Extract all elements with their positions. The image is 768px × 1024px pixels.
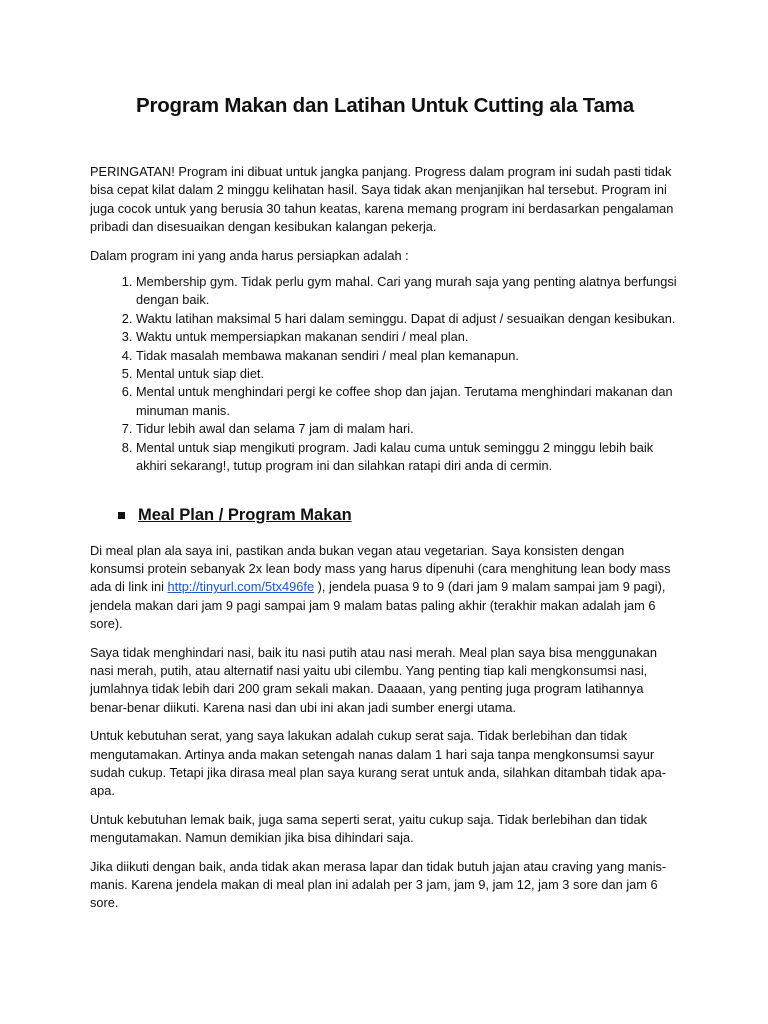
- list-item: 7. Tidur lebih awal dan selama 7 jam di malam hari.: [136, 420, 680, 438]
- list-item: 8. Mental untuk siap mengikuti program. Jadi kalau cuma untuk seminggu 2 minggu lebih baik akhiri sekarang!, tutup program ini dan silahkan ratapi diri anda di cermin.: [136, 439, 680, 476]
- section-title: Meal Plan / Program Makan: [138, 505, 352, 524]
- prep-list: [90, 273, 680, 475]
- meal-plan-paragraph-2: Saya tidak menghindari nasi, baik itu nasi putih atau nasi merah. Meal plan saya bisa menggunakan nasi merah, putih, atau alternatif nasi yaitu ubi cilembu. Yang penting tiap kali mengkonsumsi nasi, jumlahnya tidak lebih dari 200 gram sekali makan. Daaaan, yang penting juga program latihannya benar-benar diikuti. Karena nasi dan ubi ini akan jadi sumber energi utama.: [90, 644, 657, 715]
- list-item: 2. Waktu latihan maksimal 5 hari dalam seminggu. Dapat di adjust / sesuaikan dengan kesibukan.: [136, 310, 680, 328]
- meal-plan-heading: [90, 506, 680, 525]
- square-bullet-icon: [118, 512, 125, 519]
- warning-paragraph: PERINGATAN! Program ini dibuat untuk jangka panjang. Progress dalam program ini sudah pasti tidak bisa cepat kilat dalam 2 minggu kelihatan hasil. Saya tidak akan menjanjikan hal tersebut. Program ini juga cocok untuk yang berusia 30 tahun keatas, karena memang program ini berdasarkan pengalaman pribadi dan disesuaikan dengan kesibukan kalangan pekerja.: [90, 164, 674, 235]
- meal-plan-paragraph-5: Jika diikuti dengan baik, anda tidak akan merasa lapar dan tidak butuh jajan atau craving yang manis-manis. Karena jendela makan di meal plan ini adalah per 3 jam, jam 9, jam 12, jam 3 sore dan jam 6 sore.: [90, 858, 667, 911]
- lean-body-mass-link[interactable]: http://tinyurl.com/5tx496fe: [167, 579, 315, 595]
- meal-plan-paragraph-1: [90, 542, 680, 634]
- list-item: 4. Tidak masalah membawa makanan sendiri / meal plan kemanapun.: [136, 347, 680, 365]
- prep-intro: Dalam program ini yang anda harus persiapkan adalah :: [90, 247, 409, 263]
- meal-plan-paragraph-4: Untuk kebutuhan lemak baik, juga sama seperti serat, yaitu cukup saja. Tidak berlebihan dan tidak mengutamakan. Namun demikian jika bisa dihindari saja.: [90, 811, 647, 846]
- list-item: 5. Mental untuk siap diet.: [136, 365, 680, 383]
- page-title: Program Makan dan Latihan Untuk Cutting ala Tama: [135, 94, 635, 117]
- list-item: 6. Mental untuk menghindari pergi ke coffee shop dan jajan. Terutama menghindari makanan dan minuman manis.: [136, 383, 680, 420]
- meal-plan-paragraph-3: Untuk kebutuhan serat, yang saya lakukan adalah cukup serat saja. Tidak berlebihan dan tidak mengutamakan. Artinya anda makan setengah nanas dalam 1 hari saja tanpa mengkonsumsi sayur sudah cukup. Tetapi jika dirasa meal plan saya kurang serat untuk anda, silahkan ditambah tidak apa-apa.: [90, 728, 666, 799]
- list-item: 3. Waktu untuk mempersiapkan makanan sendiri / meal plan.: [136, 328, 680, 346]
- list-item: 1. Membership gym. Tidak perlu gym mahal. Cari yang murah saja yang penting alatnya berfungsi dengan baik.: [136, 273, 680, 310]
- paragraph-text: ), jendela puasa 9 to 9 (dari jam 9 malam sampai jam 9 pagi), jendela makan dari jam 9 pagi sampai jam 9 malam batas paling akhir (terakhir makan adalah jam 6 sore).: [90, 579, 666, 632]
- paragraph-text: Di meal plan ala saya ini, pastikan anda bukan vegan atau vegetarian. Saya konsisten dengan konsumsi protein sebanyak 2x lean body mass yang harus dipenuhi (cara menghitung lean body mass ada di link ini: [90, 542, 671, 595]
